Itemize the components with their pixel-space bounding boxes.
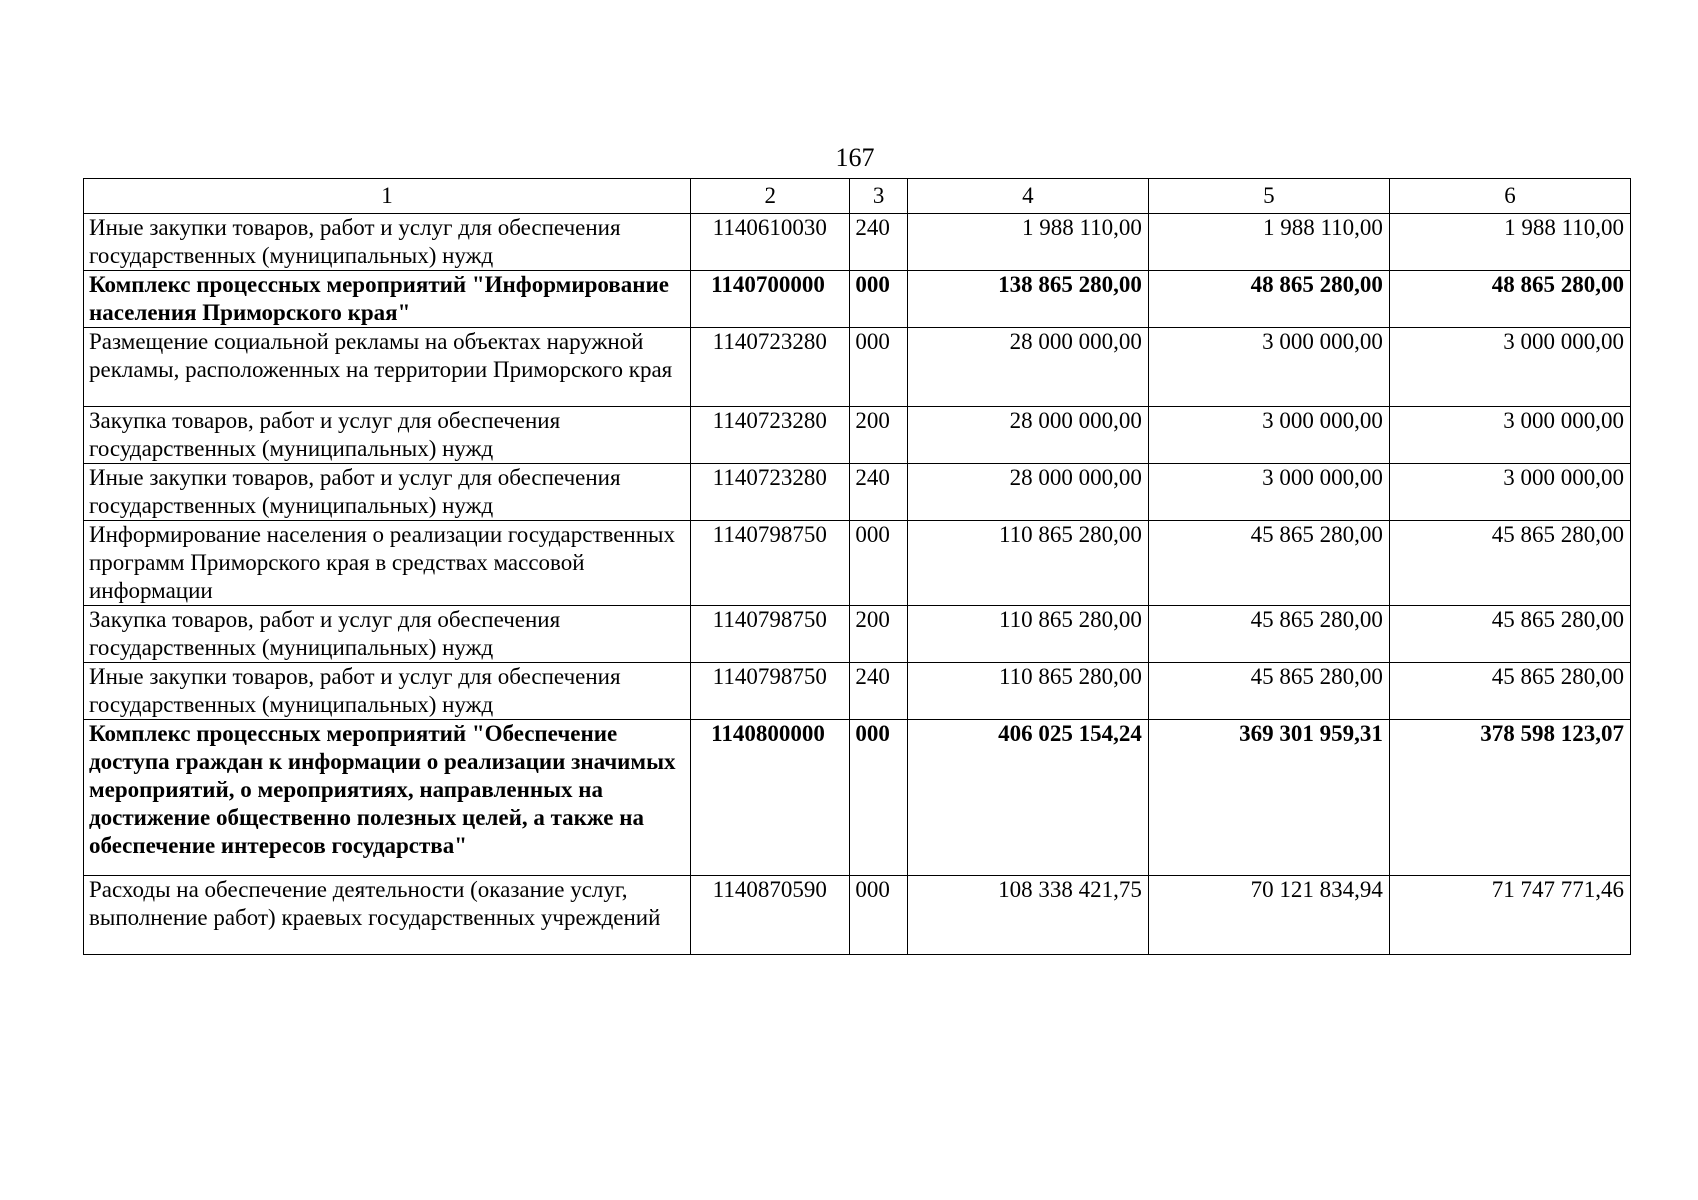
row-code-cell: 1140723280	[691, 407, 850, 464]
row-amount-col5-cell: 3 000 000,00	[1148, 407, 1389, 464]
row-amount-col4-cell: 28 000 000,00	[907, 407, 1148, 464]
table-row	[84, 876, 1631, 955]
row-name-cell: Информирование населения о реализации государственных программ Приморского края в средствах массовой информации	[84, 521, 691, 606]
column-header-1: 1	[84, 179, 691, 214]
row-code-cell: 1140798750	[691, 663, 850, 720]
row-expense-type-cell: 200	[850, 407, 907, 464]
table-row	[84, 328, 1631, 407]
row-amount-col4-cell: 1 988 110,00	[907, 214, 1148, 271]
column-header-5: 5	[1148, 179, 1389, 214]
row-amount-col6-cell: 71 747 771,46	[1389, 876, 1630, 955]
row-amount-col4-cell: 110 865 280,00	[907, 521, 1148, 606]
row-name-cell: Иные закупки товаров, работ и услуг для обеспечения государственных (муниципальных) нужд	[84, 464, 691, 521]
row-amount-col5-cell: 3 000 000,00	[1148, 328, 1389, 407]
row-expense-type-cell: 240	[850, 663, 907, 720]
table-row-section-total	[84, 720, 1631, 876]
row-name-cell: Расходы на обеспечение деятельности (оказание услуг, выполнение работ) краевых государственных учреждений	[84, 876, 691, 955]
row-name-cell: Иные закупки товаров, работ и услуг для обеспечения государственных (муниципальных) нужд	[84, 214, 691, 271]
row-amount-col6-cell: 378 598 123,07	[1389, 720, 1630, 876]
column-header-3: 3	[850, 179, 907, 214]
row-code-cell: 1140723280	[691, 464, 850, 521]
table-row-section-total	[84, 271, 1631, 328]
row-expense-type-cell: 240	[850, 214, 907, 271]
row-amount-col4-cell: 406 025 154,24	[907, 720, 1148, 876]
table-row	[84, 464, 1631, 521]
row-amount-col6-cell: 48 865 280,00	[1389, 271, 1630, 328]
table-row	[84, 407, 1631, 464]
row-code-cell: 1140610030	[691, 214, 850, 271]
column-header-4: 4	[907, 179, 1148, 214]
row-amount-col5-cell: 45 865 280,00	[1148, 521, 1389, 606]
row-code-cell: 1140800000	[691, 720, 850, 876]
row-name-cell: Комплекс процессных мероприятий "Обеспечение доступа граждан к информации о реализации значимых мероприятий, о мероприятиях, направленных на достижение общественно полезных целей, а также на обеспечение интересов государства"	[84, 720, 691, 876]
table-row	[84, 214, 1631, 271]
row-code-cell: 1140798750	[691, 521, 850, 606]
table-row	[84, 606, 1631, 663]
row-name-cell: Размещение социальной рекламы на объектах наружной рекламы, расположенных на территории Приморского края	[84, 328, 691, 407]
table-row	[84, 663, 1631, 720]
row-name-cell: Комплекс процессных мероприятий "Информирование населения Приморского края"	[84, 271, 691, 328]
row-amount-col5-cell: 70 121 834,94	[1148, 876, 1389, 955]
row-amount-col4-cell: 28 000 000,00	[907, 464, 1148, 521]
row-amount-col6-cell: 45 865 280,00	[1389, 663, 1630, 720]
row-expense-type-cell: 000	[850, 876, 907, 955]
header-row	[84, 179, 1631, 214]
row-amount-col6-cell: 1 988 110,00	[1389, 214, 1630, 271]
column-header-2: 2	[691, 179, 850, 214]
table-header	[84, 179, 1631, 214]
row-amount-col5-cell: 45 865 280,00	[1148, 606, 1389, 663]
row-amount-col6-cell: 3 000 000,00	[1389, 328, 1630, 407]
row-amount-col4-cell: 108 338 421,75	[907, 876, 1148, 955]
row-code-cell: 1140798750	[691, 606, 850, 663]
row-amount-col5-cell: 48 865 280,00	[1148, 271, 1389, 328]
row-expense-type-cell: 000	[850, 720, 907, 876]
table-row	[84, 521, 1631, 606]
row-amount-col5-cell: 1 988 110,00	[1148, 214, 1389, 271]
row-code-cell: 1140723280	[691, 328, 850, 407]
page-number: 167	[835, 143, 875, 172]
row-amount-col4-cell: 110 865 280,00	[907, 663, 1148, 720]
row-code-cell: 1140700000	[691, 271, 850, 328]
row-amount-col4-cell: 110 865 280,00	[907, 606, 1148, 663]
row-name-cell: Закупка товаров, работ и услуг для обеспечения государственных (муниципальных) нужд	[84, 407, 691, 464]
row-amount-col6-cell: 45 865 280,00	[1389, 606, 1630, 663]
row-name-cell: Иные закупки товаров, работ и услуг для обеспечения государственных (муниципальных) нужд	[84, 663, 691, 720]
row-expense-type-cell: 000	[850, 271, 907, 328]
table-body	[84, 214, 1631, 955]
row-amount-col6-cell: 45 865 280,00	[1389, 521, 1630, 606]
row-expense-type-cell: 000	[850, 328, 907, 407]
row-amount-col5-cell: 45 865 280,00	[1148, 663, 1389, 720]
row-amount-col6-cell: 3 000 000,00	[1389, 464, 1630, 521]
row-name-cell: Закупка товаров, работ и услуг для обеспечения государственных (муниципальных) нужд	[84, 606, 691, 663]
row-expense-type-cell: 200	[850, 606, 907, 663]
row-amount-col6-cell: 3 000 000,00	[1389, 407, 1630, 464]
row-amount-col5-cell: 3 000 000,00	[1148, 464, 1389, 521]
row-amount-col4-cell: 28 000 000,00	[907, 328, 1148, 407]
row-amount-col4-cell: 138 865 280,00	[907, 271, 1148, 328]
row-expense-type-cell: 240	[850, 464, 907, 521]
row-amount-col5-cell: 369 301 959,31	[1148, 720, 1389, 876]
budget-table	[83, 178, 1631, 955]
row-code-cell: 1140870590	[691, 876, 850, 955]
row-expense-type-cell: 000	[850, 521, 907, 606]
column-header-6: 6	[1389, 179, 1630, 214]
